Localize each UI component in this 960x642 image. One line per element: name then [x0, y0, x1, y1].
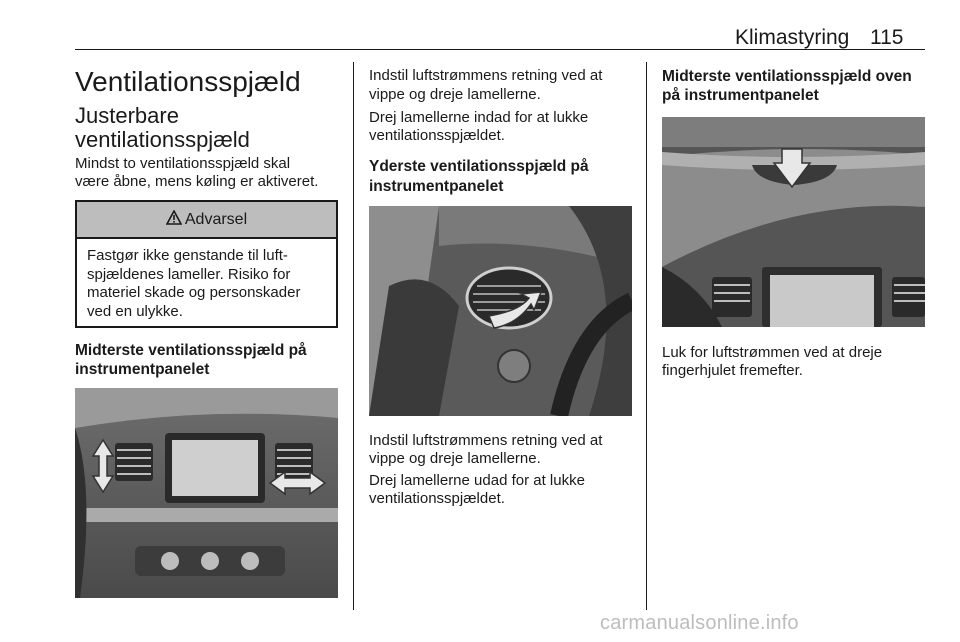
- section-heading-line: instrumentpanelet: [75, 361, 210, 378]
- center-vents-image: [75, 388, 338, 598]
- page-number: 115: [870, 26, 904, 49]
- warning-line: ved en ulykke.: [87, 302, 183, 320]
- section-heading-line: Midterste ventilationsspjæld på: [75, 342, 307, 359]
- warning-body: [87, 247, 332, 321]
- paragraph-line: Luk for luftstrømmen ved at dreje: [662, 344, 883, 361]
- warning-triangle-icon: [166, 210, 182, 229]
- warning-line: materiel skade og personskader: [87, 284, 301, 301]
- paragraph-line: Mindst to ventilationsspjæld skal: [75, 155, 291, 172]
- section-heading-line: Yderste ventilationsspjæld på: [369, 158, 589, 175]
- paragraph-line: Indstil luftstrømmens retning ved at: [369, 67, 603, 84]
- section-heading-line: på instrumentpanelet: [662, 87, 819, 104]
- column-divider: [353, 62, 354, 610]
- top-center-vent-image: [662, 117, 925, 327]
- paragraph-line: ventilationsspjældet.: [369, 490, 505, 507]
- section-heading-line: instrumentpanelet: [369, 178, 504, 195]
- header-rule: [75, 49, 925, 50]
- paragraph-line: ventilationsspjældet.: [369, 127, 505, 144]
- paragraph-line: vippe og dreje lamellerne.: [369, 86, 541, 103]
- warning-line: Fastgør ikke genstande til luft-: [87, 247, 288, 264]
- watermark: carmanualsonline.info: [600, 612, 799, 634]
- outer-vent-image: [369, 206, 632, 416]
- paragraph-line: vippe og dreje lamellerne.: [369, 450, 541, 467]
- column-divider: [646, 62, 647, 610]
- section-title: Ventilationsspjæld: [75, 66, 301, 97]
- paragraph-line: Drej lamellerne indad for at lukke: [369, 109, 589, 126]
- page-header-title: Klimastyring: [735, 26, 850, 49]
- section-heading-line: Midterste ventilationsspjæld oven: [662, 68, 912, 85]
- warning-label: Advarsel: [184, 210, 248, 228]
- warning-header: [77, 202, 336, 239]
- paragraph-line: Indstil luftstrømmens retning ved at: [369, 432, 603, 449]
- warning-box: [75, 200, 338, 328]
- subsection-title-line: Justerbare: [75, 103, 179, 128]
- warning-line: spjældenes lameller. Risiko for: [87, 265, 291, 283]
- paragraph-line: Drej lamellerne udad for at lukke: [369, 472, 585, 489]
- paragraph-line: være åbne, mens køling er aktiveret.: [75, 173, 319, 190]
- paragraph-line: fingerhjulet fremefter.: [662, 362, 803, 379]
- subsection-title-line: ventilationsspjæld: [75, 127, 250, 152]
